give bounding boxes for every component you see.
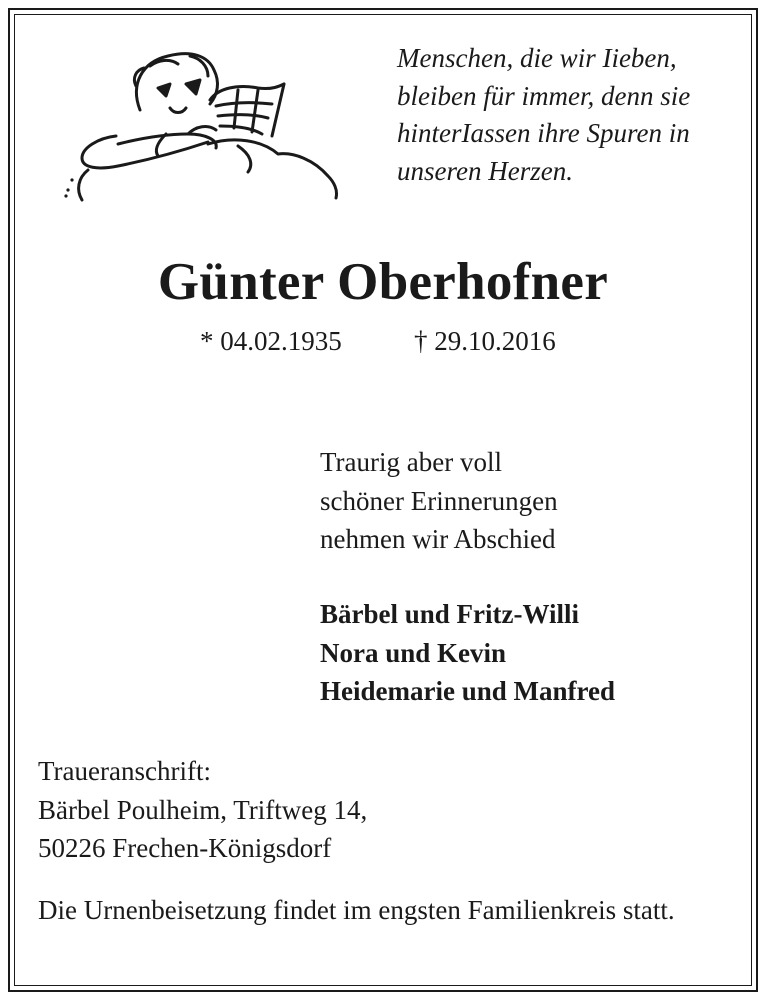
deceased-name: Günter Oberhofner	[157, 253, 609, 311]
quote-line: Menschen, die wir Iieben,	[397, 43, 677, 73]
address-city: 50226 Frechen-Königsdorf	[38, 833, 332, 863]
mourner-name: Bärbel und Fritz-Willi	[320, 599, 580, 629]
quote-line: unseren Herzen.	[397, 155, 573, 186]
farewell-line: nehmen wir Abschied	[320, 524, 556, 554]
memorial-quote	[397, 40, 742, 190]
quote-line: hinterIassen ihre Spuren in	[397, 118, 690, 148]
address-label: Traueranschrift:	[38, 756, 211, 786]
death-date: † 29.10.2016	[414, 326, 556, 356]
mourning-address	[38, 752, 367, 868]
mourner-name: Heidemarie und Manfred	[320, 676, 615, 706]
quote-line: bleiben für immer, denn sie	[397, 80, 691, 111]
mourner-name: Nora und Kevin	[320, 637, 507, 668]
mourners-list	[320, 595, 615, 711]
burial-note: Die Urnenbeisetzung findet im engsten Familienkreis statt.	[38, 895, 675, 925]
farewell-text	[320, 443, 558, 559]
farewell-line: schöner Erinnerungen	[320, 485, 558, 516]
farewell-line: Traurig aber voll	[320, 447, 502, 477]
angel-illustration	[58, 44, 348, 204]
birth-date: * 04.02.1935	[200, 326, 342, 356]
address-street: Bärbel Poulheim, Triftweg 14,	[38, 794, 368, 825]
